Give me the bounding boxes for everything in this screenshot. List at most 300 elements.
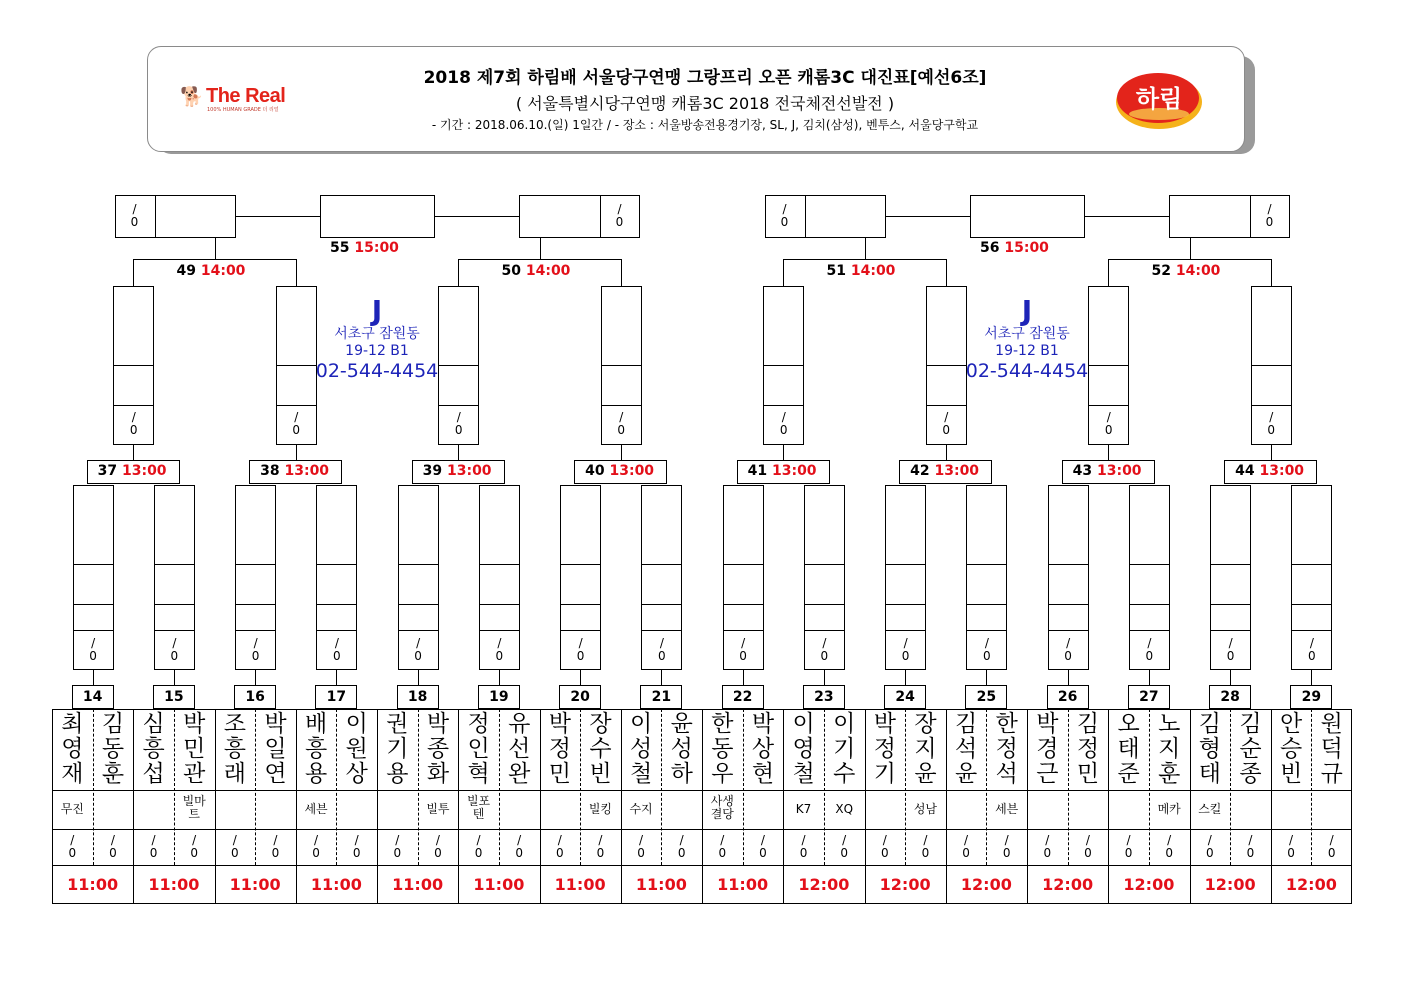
bracket-line	[986, 670, 987, 685]
score-cell: / 0	[576, 636, 585, 663]
bracket-line	[1129, 630, 1170, 631]
bracket-line	[458, 445, 459, 460]
match-time: 13:00	[446, 463, 492, 479]
score-cell: / 0	[352, 833, 361, 860]
player-name: 노 지 훈	[1158, 711, 1181, 787]
bracket-line	[1190, 237, 1191, 259]
match-number-box: 16	[234, 685, 276, 709]
venue-address: 서초구 잠원동	[334, 326, 420, 342]
player-name: 이 영 철	[792, 711, 815, 787]
score-cell: / 0	[677, 833, 686, 860]
bracket-line	[621, 259, 622, 286]
match-time: 11:00	[148, 875, 200, 894]
round2-label	[1073, 463, 1142, 479]
harim-logo-text: 하림	[1135, 85, 1183, 113]
quarterfinal-label	[827, 263, 896, 279]
score-cell: / 0	[292, 410, 301, 437]
score-cell: / 0	[434, 833, 442, 860]
match-number: 50	[501, 263, 521, 279]
bracket-line	[600, 195, 601, 238]
venue-info	[962, 296, 1092, 382]
match-time: 12:00	[798, 875, 850, 894]
match-time: 13:00	[1096, 463, 1142, 479]
match-number-box: 27	[1128, 685, 1170, 709]
bracket-line	[621, 445, 622, 460]
bracket-line	[235, 604, 276, 605]
score-cell: / 0	[942, 410, 951, 437]
bracket-line	[926, 365, 967, 366]
score-cell: / 0	[1308, 636, 1316, 663]
match-time: 14:00	[200, 263, 246, 279]
score-cell: / 0	[515, 833, 523, 860]
player-name: 김 순 종	[1239, 711, 1262, 787]
player-affiliation: 성남	[913, 802, 938, 816]
player-affiliation: 세븐	[995, 802, 1019, 816]
bracket-line	[93, 670, 94, 685]
score-cell: / 0	[718, 833, 727, 860]
bracket-line	[418, 670, 419, 685]
venue-name: J	[371, 294, 383, 327]
bracket-line	[154, 630, 195, 631]
match-time: 13:00	[934, 463, 980, 479]
bracket-line	[783, 259, 946, 260]
round2-label	[585, 463, 654, 479]
bracket-line	[1210, 604, 1251, 605]
bracket-line	[1088, 405, 1129, 406]
bracket-line	[438, 365, 479, 366]
bracket-line	[743, 670, 744, 685]
player-name: 이 원 상	[345, 711, 368, 787]
match-time: 11:00	[635, 875, 687, 894]
player-name: 오 태 준	[1117, 711, 1140, 787]
match-number: 37	[97, 463, 118, 479]
score-cell: / 0	[617, 410, 626, 437]
match-number: 51	[826, 263, 846, 279]
bracket-line	[1068, 670, 1069, 685]
final-box	[320, 195, 435, 238]
bracket-line	[113, 365, 154, 366]
event-info: - 기간 : 2018.06.10.(일) 1일간 / - 장소 : 서울방송전용경기장, SL, J, 김치(삼성), 벤투스, 서울당구학교	[431, 118, 979, 132]
bracket-line	[479, 564, 520, 565]
player-affiliation: 수지	[629, 802, 653, 816]
bracket-line	[560, 564, 601, 565]
score-cell: / 0	[230, 833, 239, 860]
match-time: 13:00	[1259, 463, 1305, 479]
score-cell: / 0	[637, 833, 645, 860]
round2-label	[1235, 463, 1304, 479]
match-number-box: 17	[315, 685, 357, 709]
score-cell: / 0	[759, 833, 767, 860]
match-time: 11:00	[310, 875, 362, 894]
score-cell: / 0	[495, 636, 504, 663]
match-time: 12:00	[879, 875, 931, 894]
bracket-line	[479, 604, 520, 605]
bracket-line	[235, 630, 276, 631]
match-number: 40	[585, 463, 605, 479]
bracket-line	[154, 604, 195, 605]
score-cell: / 0	[1124, 833, 1133, 860]
player-name: 김 형 태	[1198, 711, 1221, 787]
score-cell: / 0	[921, 833, 930, 860]
bracket-line	[1108, 445, 1109, 460]
match-number-box: 15	[153, 685, 195, 709]
score-cell: / 0	[962, 833, 970, 860]
match-number: 43	[1072, 463, 1093, 479]
player-name: 권 기 용	[386, 711, 409, 787]
bracket-line	[1048, 564, 1089, 565]
score-cell: / 0	[393, 833, 402, 860]
bracket-line	[73, 630, 114, 631]
bracket-line	[763, 365, 804, 366]
bracket-line	[885, 630, 926, 631]
player-name: 박 일 연	[264, 711, 287, 787]
score-cell: / 0	[190, 833, 198, 860]
match-number-box: 24	[884, 685, 926, 709]
player-name: 조 흥 래	[223, 711, 246, 787]
bracket-line	[1129, 564, 1170, 565]
bracket-line	[1271, 445, 1272, 460]
player-name: 박 상 현	[751, 711, 775, 787]
match-time: 12:00	[1042, 875, 1094, 894]
bracket-line	[560, 604, 601, 605]
score-cell: / 0	[89, 636, 97, 663]
bracket-line	[540, 237, 541, 259]
player-affiliation: 메카	[1157, 802, 1181, 816]
player-affiliation: XQ	[835, 802, 854, 816]
player-name: 한 정 석	[995, 711, 1018, 787]
bracket-line	[133, 259, 134, 286]
bracket-line	[438, 405, 479, 406]
score-cell: / 0	[1246, 833, 1255, 860]
score-cell: / 0	[820, 636, 829, 663]
score-cell: / 0	[1084, 833, 1092, 860]
player-name: 한 동 우	[711, 711, 734, 787]
score-cell: / 0	[312, 833, 320, 860]
match-number-box: 22	[722, 685, 764, 709]
match-time: 15:00	[354, 240, 399, 256]
player-name: 박 정 민	[548, 711, 571, 787]
the-real-logo	[180, 85, 306, 113]
player-name: 박 경 근	[1036, 711, 1059, 787]
player-affiliation: K7	[795, 802, 812, 816]
match-time: 11:00	[67, 875, 119, 894]
bracket-line	[783, 445, 784, 460]
harim-logo	[1115, 70, 1203, 130]
bracket-line	[763, 405, 804, 406]
match-time: 11:00	[473, 875, 525, 894]
venue-info	[312, 296, 442, 382]
bracket-line	[783, 259, 784, 286]
score-cell: / 0	[779, 410, 788, 437]
score-cell: / 0	[109, 833, 117, 860]
bracket-line	[236, 216, 321, 217]
the-real-logo-text: The Real	[206, 85, 286, 107]
bracket-line	[723, 630, 764, 631]
quarterfinal-label	[1152, 263, 1221, 279]
bracket-line	[601, 365, 642, 366]
match-time: 12:00	[1123, 875, 1175, 894]
bracket-line	[458, 259, 459, 286]
bracket-line	[946, 259, 947, 286]
player-affiliation: 빌투	[426, 802, 450, 816]
match-time: 12:00	[1285, 875, 1337, 894]
score-cell: / 0	[615, 202, 624, 229]
match-number-box: 25	[965, 685, 1007, 709]
bracket-line	[154, 564, 195, 565]
bracket-line	[1210, 630, 1251, 631]
match-number-box: 14	[72, 685, 114, 709]
match-number: 39	[422, 463, 443, 479]
player-affiliation: 세븐	[304, 802, 328, 816]
quarterfinal-label	[177, 263, 246, 279]
score-cell: / 0	[1104, 410, 1113, 437]
bracket-line	[804, 630, 845, 631]
match-number-box: 29	[1290, 685, 1332, 709]
score-cell: / 0	[271, 833, 280, 860]
player-name: 유 선 완	[508, 711, 531, 787]
match-time: 11:00	[554, 875, 606, 894]
match-number-box: 28	[1209, 685, 1251, 709]
score-cell: / 0	[1265, 202, 1274, 229]
venue-address-detail: 19-12 B1	[345, 343, 409, 359]
score-cell: / 0	[840, 833, 848, 860]
bracket-line	[580, 670, 581, 685]
bracket-line	[113, 405, 154, 406]
bracket-line	[1250, 195, 1251, 238]
score-cell: / 0	[414, 636, 422, 663]
match-number: 52	[1151, 263, 1171, 279]
bracket-line	[255, 670, 256, 685]
bracket-line	[398, 564, 439, 565]
bracket-line	[641, 630, 682, 631]
match-number: 41	[747, 463, 768, 479]
match-number: 55	[330, 240, 350, 256]
round2-label	[423, 463, 492, 479]
match-time: 14:00	[1175, 263, 1221, 279]
score-cell: / 0	[983, 636, 991, 663]
match-time: 11:00	[392, 875, 444, 894]
player-affiliation: 스킬	[1198, 802, 1222, 816]
semifinal-label	[980, 240, 1049, 256]
bracket-line	[133, 445, 134, 460]
bracket-line	[966, 630, 1007, 631]
score-cell: / 0	[880, 833, 889, 860]
player-name: 윤 성 하	[670, 711, 693, 787]
bracket-line	[1129, 604, 1170, 605]
score-cell: / 0	[454, 410, 463, 437]
bracket-line	[560, 630, 601, 631]
final-box	[970, 195, 1085, 238]
score-cell: / 0	[1145, 636, 1154, 663]
player-name: 정 인 혁	[467, 711, 490, 787]
match-number: 56	[980, 240, 1000, 256]
bracket-line	[1088, 365, 1129, 366]
bracket-line	[1048, 630, 1089, 631]
match-number-box: 23	[803, 685, 845, 709]
bracket-line	[1230, 670, 1231, 685]
bracket-line	[966, 564, 1007, 565]
player-name: 심 흥 섭	[142, 711, 165, 787]
bracket-line	[155, 195, 156, 238]
bracket-line	[1048, 604, 1089, 605]
player-name: 원 덕 규	[1320, 711, 1343, 787]
venue-address-detail: 19-12 B1	[995, 343, 1059, 359]
match-number: 38	[260, 463, 280, 479]
match-time: 14:00	[850, 263, 896, 279]
round2-label	[260, 463, 329, 479]
player-name: 박 종 화	[426, 711, 450, 787]
player-name: 이 성 철	[629, 711, 653, 787]
bracket-line	[276, 405, 317, 406]
match-number: 42	[910, 463, 930, 479]
match-time: 11:00	[717, 875, 769, 894]
bracket-line	[235, 564, 276, 565]
match-time: 12:00	[1204, 875, 1256, 894]
score-cell: / 0	[1327, 833, 1336, 860]
score-cell: / 0	[739, 636, 747, 663]
bracket-line	[73, 564, 114, 565]
bracket-line	[296, 445, 297, 460]
score-cell: / 0	[1002, 833, 1011, 860]
score-cell: / 0	[1043, 833, 1052, 860]
match-number: 44	[1235, 463, 1255, 479]
bracket-line	[499, 670, 500, 685]
player-name: 박 정 기	[873, 711, 896, 787]
score-cell: / 0	[1226, 636, 1235, 663]
score-cell: / 0	[1165, 833, 1173, 860]
venue-phone: 02-544-4454	[965, 360, 1089, 382]
bracket-line	[1271, 259, 1272, 286]
player-affiliation: 무진	[60, 802, 84, 816]
match-number-box: 21	[640, 685, 682, 709]
quarterfinal-label	[502, 263, 571, 279]
bracket-line	[73, 604, 114, 605]
bracket-line	[133, 259, 296, 260]
venue-name: J	[1021, 294, 1033, 327]
bracket-line	[641, 604, 682, 605]
page-title: 2018 제7회 하림배 서울당구연맹 그랑프리 오픈 캐롬3C 대진표[예선6조]	[423, 68, 987, 88]
bracket-line	[1251, 365, 1292, 366]
score-cell: / 0	[799, 833, 808, 860]
player-name: 김 정 민	[1076, 711, 1100, 787]
player-name: 이 기 수	[833, 711, 856, 787]
score-cell: / 0	[1267, 410, 1276, 437]
bracket-line	[886, 216, 971, 217]
score-cell: / 0	[1205, 833, 1214, 860]
bracket-line	[1291, 604, 1332, 605]
bracket-line	[804, 564, 845, 565]
bracket-line	[661, 670, 662, 685]
bracket-line	[174, 670, 175, 685]
bracket-line	[804, 604, 845, 605]
player-affiliation: 빌마트	[182, 794, 206, 821]
match-number-box: 18	[397, 685, 439, 709]
score-cell: / 0	[1287, 833, 1295, 860]
player-name: 김 동 훈	[101, 711, 125, 787]
dog-icon: 🐕	[180, 86, 204, 108]
score-cell: / 0	[149, 833, 158, 860]
match-number: 49	[176, 263, 196, 279]
round2-label	[910, 463, 979, 479]
score-cell: / 0	[474, 833, 483, 860]
bracket-line	[336, 670, 337, 685]
bracket-line	[723, 604, 764, 605]
semifinal-label	[330, 240, 399, 256]
score-cell: / 0	[130, 202, 139, 229]
bracket-line	[966, 604, 1007, 605]
score-cell: / 0	[1064, 636, 1072, 663]
bracket-line	[296, 259, 297, 286]
score-cell: / 0	[170, 636, 179, 663]
bracket-line	[398, 630, 439, 631]
bracket-line	[215, 237, 216, 259]
bracket-line	[1085, 216, 1169, 217]
score-cell: / 0	[129, 410, 138, 437]
match-time: 15:00	[1004, 240, 1049, 256]
bracket-line	[723, 564, 764, 565]
player-name: 박 민 관	[183, 711, 206, 787]
bracket-line	[865, 237, 866, 259]
player-name: 배 흥 용	[304, 711, 328, 787]
player-affiliation: 사생결당	[710, 794, 734, 821]
venue-phone: 02-544-4454	[315, 360, 439, 382]
match-number-box: 20	[559, 685, 601, 709]
bracket-line	[946, 445, 947, 460]
bracket-line	[926, 405, 967, 406]
bracket-line	[1251, 405, 1292, 406]
bracket-line	[601, 405, 642, 406]
bracket-line	[641, 564, 682, 565]
bracket-line	[276, 365, 317, 366]
score-cell: / 0	[658, 636, 666, 663]
player-name: 장 지 윤	[914, 711, 937, 787]
match-time: 13:00	[609, 463, 655, 479]
match-number-box: 26	[1047, 685, 1089, 709]
score-cell: / 0	[333, 636, 341, 663]
the-real-logo-subtext: 100% HUMAN GRADE 더 리얼	[207, 107, 279, 113]
bracket-line	[316, 564, 357, 565]
bracket-line	[885, 604, 926, 605]
player-affiliation: 빌킹	[588, 802, 613, 816]
venue-address: 서초구 잠원동	[984, 326, 1070, 342]
bracket-line	[1291, 564, 1332, 565]
bracket-line	[824, 670, 825, 685]
bracket-line	[316, 604, 357, 605]
match-time: 13:00	[121, 463, 167, 479]
match-time: 13:00	[771, 463, 817, 479]
bracket-line	[885, 564, 926, 565]
player-name: 장 수 빈	[589, 711, 612, 787]
score-cell: / 0	[555, 833, 564, 860]
round2-label	[98, 463, 167, 479]
score-cell: / 0	[901, 636, 910, 663]
score-cell: / 0	[780, 202, 789, 229]
bracket-line	[1149, 670, 1150, 685]
bracket-line	[1108, 259, 1271, 260]
bracket-line	[1108, 259, 1109, 286]
match-number-box: 19	[478, 685, 520, 709]
match-time: 13:00	[284, 463, 330, 479]
player-name: 최 영 재	[61, 711, 84, 787]
score-cell: / 0	[68, 833, 77, 860]
bracket-line	[435, 216, 519, 217]
player-affiliation: 빌포텐	[466, 794, 491, 821]
bracket-line	[1210, 564, 1251, 565]
bracket-line	[1311, 670, 1312, 685]
match-time: 12:00	[960, 875, 1012, 894]
bracket-line	[805, 195, 806, 238]
bracket-line	[398, 604, 439, 605]
